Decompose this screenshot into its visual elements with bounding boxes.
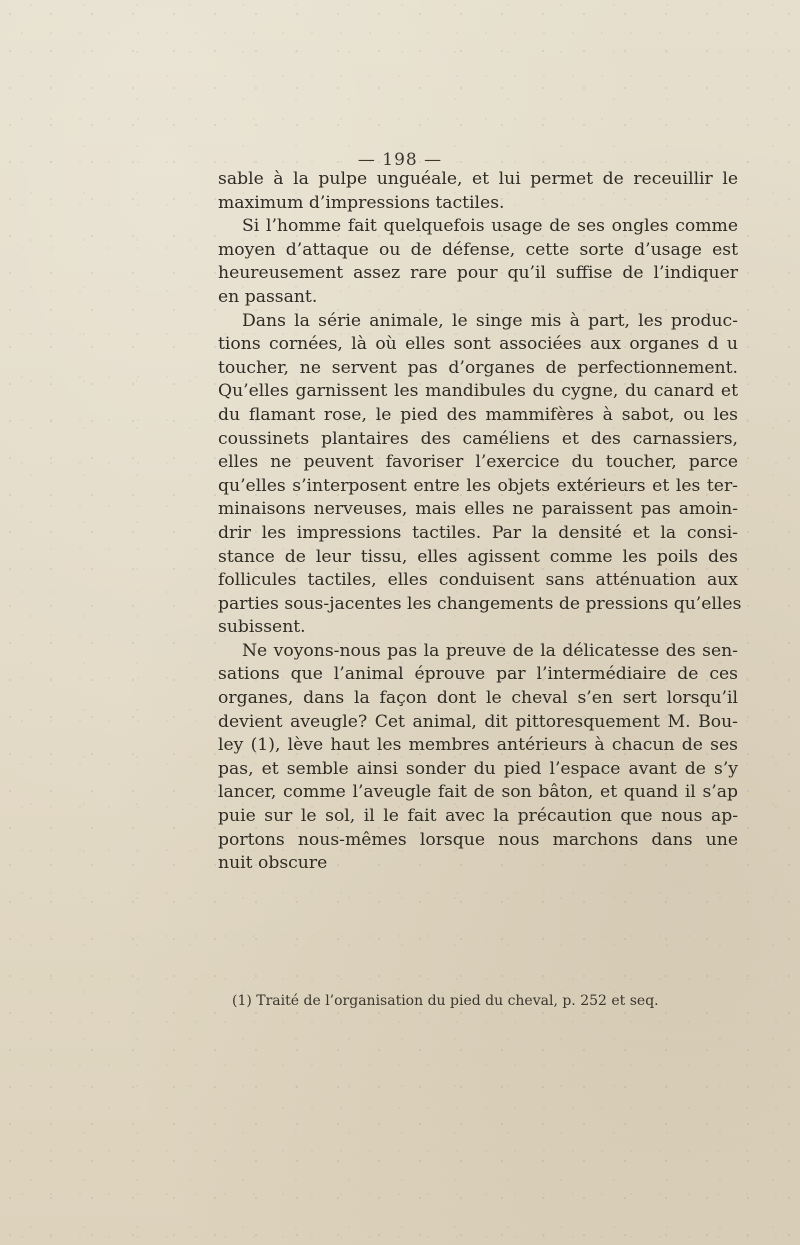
text-line: du flamant rose, le pied des mammifères à sabot, ou les bbox=[218, 404, 738, 425]
text-line: tions cornées, là où elles sont associées aux organes d u bbox=[218, 334, 738, 355]
text-line: toucher, ne servent pas d’organes de perfectionnement. bbox=[218, 357, 738, 378]
text-line: puie sur le sol, il le fait avec la précaution que nous ap- bbox=[218, 806, 738, 827]
text-line: ley (1), lève haut les membres antérieurs à chacun de ses bbox=[218, 735, 738, 756]
page-number: — 198 — bbox=[357, 150, 443, 170]
text-line: sable à la pulpe unguéale, et lui permet de receuillir le bbox=[218, 169, 738, 189]
text-line: follicules tactiles, elles conduisent sans atténuation aux bbox=[218, 570, 738, 591]
text-line: nuit obscure bbox=[218, 853, 328, 874]
text-line: Qu’elles garnissent les mandibules du cygne, du canard et bbox=[218, 381, 738, 402]
text-line: organes, dans la façon dont le cheval s’en sert lorsqu’il bbox=[218, 688, 738, 709]
text-line: subissent. bbox=[218, 617, 306, 638]
text-line: pas, et semble ainsi sonder du pied l’espace avant de s’y bbox=[218, 758, 738, 779]
text-line: devient aveugle? Cet animal, dit pittoresquement M. Bou- bbox=[218, 711, 738, 732]
text-line: stance de leur tissu, elles agissent comme les poils des bbox=[218, 546, 738, 567]
text-line: drir les impressions tactiles. Par la densité et la consi- bbox=[218, 522, 738, 543]
text-line: qu’elles s’interposent entre les objets extérieurs et les ter- bbox=[218, 475, 738, 496]
text-line: portons nous-mêmes lorsque nous marchons dans une bbox=[218, 829, 738, 850]
text-line: minaisons nerveuses, mais elles ne paraissent pas amoin- bbox=[218, 499, 738, 520]
text-line: lancer, comme l’aveugle fait de son bâton, et quand il s’ap bbox=[218, 782, 738, 803]
text-line: parties sous-jacentes les changements de pressions qu’elles bbox=[218, 593, 742, 614]
text-line: maximum d’impressions tactiles. bbox=[218, 192, 505, 213]
text-line: elles ne peuvent favoriser l’exercice du toucher, parce bbox=[218, 452, 738, 473]
text-line: sations que l’animal éprouve par l’intermédiaire de ces bbox=[218, 664, 738, 685]
text-line: heureusement assez rare pour qu’il suffise de l’indiquer bbox=[218, 263, 738, 284]
text-line: Ne voyons-nous pas la preuve de la délicatesse des sen- bbox=[242, 640, 738, 661]
text-line: en passant. bbox=[218, 286, 318, 307]
text-line: moyen d’attaque ou de défense, cette sorte d’usage est bbox=[218, 239, 738, 260]
text-line: Si l’homme fait quelquefois usage de ses ongles comme bbox=[242, 216, 738, 237]
footnote: (1) Traité de l’organisation du pied du cheval, p. 252 et seq. bbox=[232, 993, 659, 1009]
text-line: coussinets plantaires des caméliens et des carnassiers, bbox=[218, 428, 738, 449]
body-text bbox=[218, 168, 742, 876]
text-line: Dans la série animale, le singe mis à part, les produc- bbox=[242, 310, 738, 331]
